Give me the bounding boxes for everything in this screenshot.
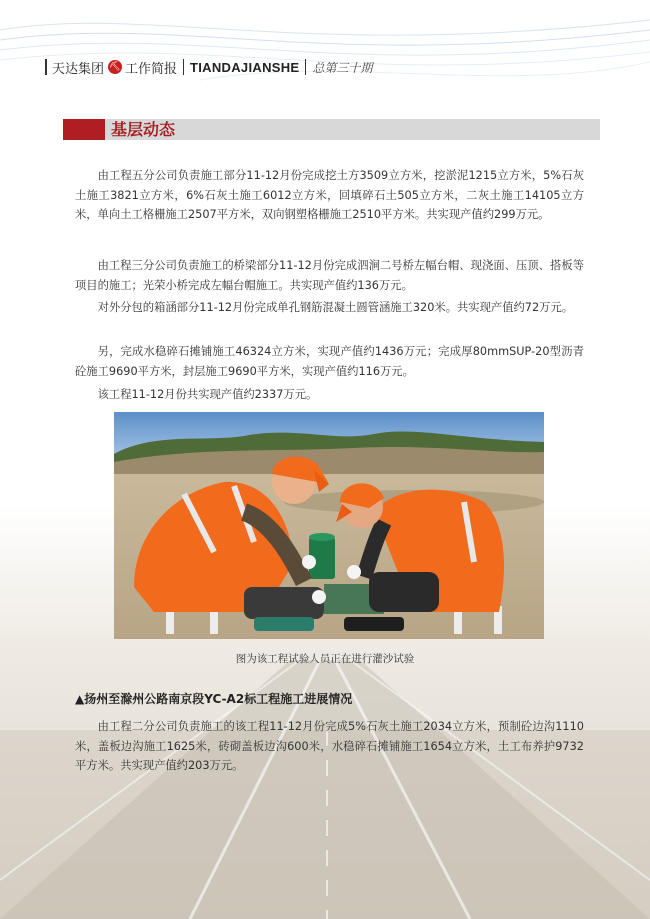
section-title-bar [63, 119, 600, 140]
publication-name: 工作简报 [125, 61, 178, 77]
header-divider [183, 59, 184, 75]
page-header [45, 57, 372, 77]
company-name: 天达集团 [52, 61, 105, 77]
body-paragraph: 对外分包的箱涵部分11-12月份完成单孔钢筋混凝土圆管涵施工320米。共实现产值约72万元。 [97, 301, 574, 314]
body-paragraph: 该工程11-12月份共实现产值约2337万元。 [97, 388, 318, 401]
header-wave-decoration [0, 0, 650, 100]
photo-caption: 图为该工程试验人员正在进行灌沙试验 [235, 653, 415, 665]
company-name-english: TIANDAJIANSHE [190, 59, 300, 75]
subsection-heading: ▲扬州至滁州公路南京段YC-A2标工程施工进展情况 [75, 692, 353, 706]
body-paragraph: 由工程二分公司负责施工的该工程11-12月份完成5%石灰土施工2034立方米，预制砼边沟1110米，盖板边沟施工1625米，砖砌盖板边沟600米，水稳碎石摊铺施工1654立方米，土工布养护9732平方米。共实现产值约203万元。 [75, 720, 584, 772]
header-divider [45, 59, 47, 75]
section-title: 基层动态 [111, 120, 176, 139]
site-photo [114, 412, 544, 639]
issue-number: 总第三十期 [312, 60, 373, 75]
body-paragraph: 由工程三分公司负责施工的桥梁部分11-12月份完成泗涧二号桥左幅台帽、现浇面、压顶、搭板等项目的施工；光荣小桥完成左幅台帽施工。共实现产值约136万元。 [75, 259, 584, 292]
header-divider [305, 59, 306, 75]
section-accent-block [63, 119, 105, 140]
company-logo-icon: ⛏ [109, 62, 121, 72]
body-paragraph: 另，完成水稳碎石摊铺施工46324立方米，实现产值约1436万元；完成厚80mmSUP-20型沥青砼施工9690平方米，封层施工9690平方米，实现产值约116万元。 [75, 345, 584, 378]
body-paragraph: 由工程五分公司负责施工部分11-12月份完成挖土方3509立方米，挖淤泥1215立方米，5%石灰土施工3821立方米，6%石灰土施工6012立方米，回填碎石土505立方米，二灰土施工14105立方米，单向土工格栅施工2507平方米，双向钢塑格栅施工2510平方米。共实现产值约299万元。 [75, 169, 584, 221]
